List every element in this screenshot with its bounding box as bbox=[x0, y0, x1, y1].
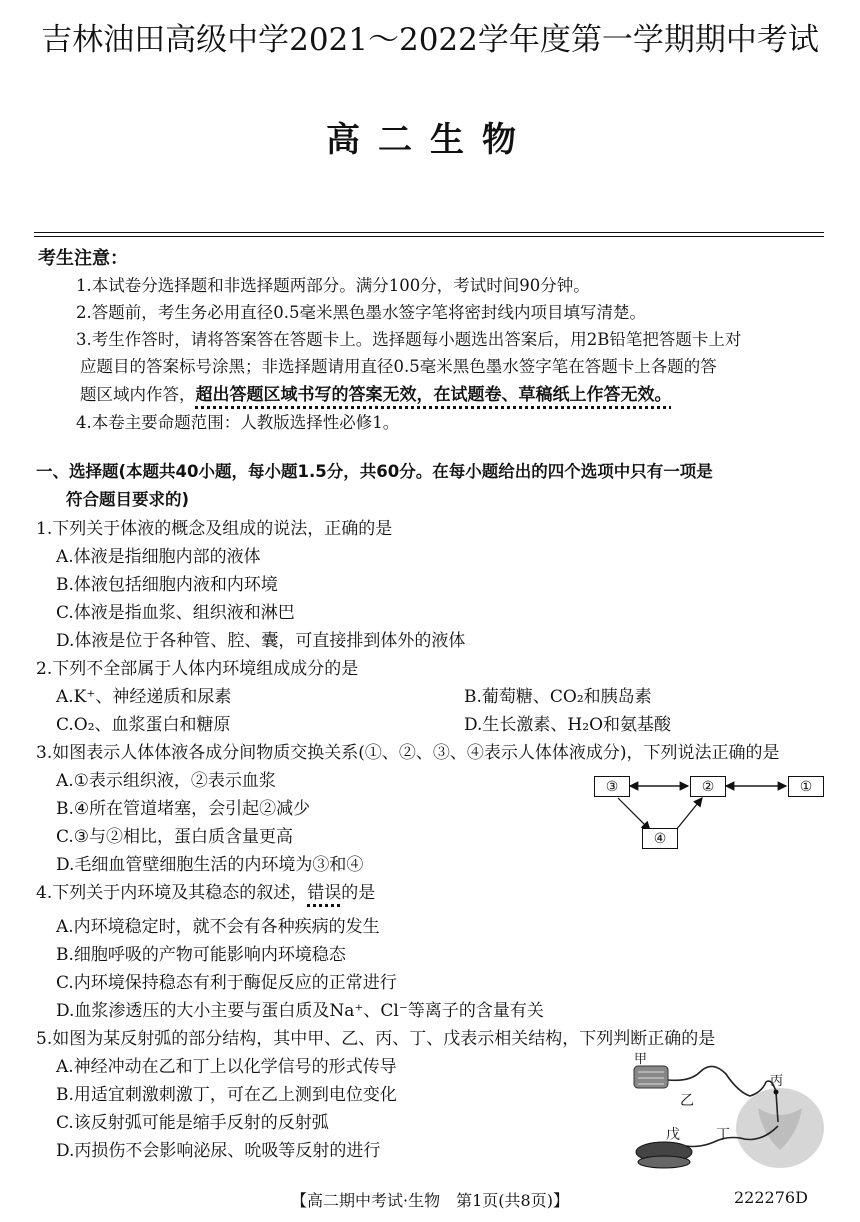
q2-option-a: A.K⁺、神经递质和尿素 bbox=[56, 687, 232, 707]
q4-option-c: C.内环境保持稳态有利于酶促反应的正常进行 bbox=[56, 973, 397, 993]
double-rule-top bbox=[34, 232, 824, 233]
node-1: ① bbox=[788, 776, 824, 797]
q5-option-c: C.该反射弧可能是缩手反射的反射弧 bbox=[56, 1113, 329, 1133]
exam-title: 吉林油田高级中学2021～2022学年度第一学期期中考试 bbox=[41, 22, 819, 58]
notice-item-3: 3.考生作答时，请将答案答在答题卡上。选择题每小题选出答案后，用2B铅笔把答题卡上对 bbox=[76, 330, 742, 349]
notice-item-4: 4.本卷主要命题范围：人教版选择性必修1。 bbox=[76, 413, 400, 432]
q4-stem-pre: 4.下列关于内环境及其稳态的叙述， bbox=[36, 883, 308, 903]
notice-item-3-end bbox=[80, 380, 672, 405]
q1-option-a: A.体液是指细胞内部的液体 bbox=[56, 547, 261, 567]
q4-option-b: B.细胞呼吸的产物可能影响内环境稳态 bbox=[56, 945, 346, 965]
notice-item-3-cont: 应题目的答案标号涂黑；非选择题请用直径0.5毫米黑色墨水签字笔在答题卡上各题的答 bbox=[80, 357, 717, 376]
q1-option-d: D.体液是位于各种管、腔、囊，可直接排到体外的液体 bbox=[56, 631, 466, 651]
label-yi: 乙 bbox=[680, 1093, 694, 1109]
q1-option-b: B.体液包括细胞内液和内环境 bbox=[56, 575, 278, 595]
subject-title: 高二生物 bbox=[326, 120, 534, 160]
label-bing: 丙 bbox=[770, 1074, 784, 1089]
q5-option-b: B.用适宜刺激刺激丁，可在乙上测到电位变化 bbox=[56, 1085, 397, 1105]
q3-option-c: C.③与②相比，蛋白质含量更高 bbox=[56, 827, 294, 847]
node-2: ② bbox=[690, 776, 726, 797]
q2-option-c: C.O₂、血浆蛋白和糖原 bbox=[56, 715, 231, 735]
q2-option-b: B.葡萄糖、CO₂和胰岛素 bbox=[464, 687, 652, 707]
label-wu: 戊 bbox=[666, 1127, 680, 1143]
double-rule-bottom bbox=[34, 236, 824, 237]
q5-stem: 5.如图为某反射弧的部分结构，其中甲、乙、丙、丁、戊表示相关结构，下列判断正确的是 bbox=[36, 1029, 716, 1049]
page-footer: 【高二期中考试·生物 第1页(共8页)】 bbox=[291, 1191, 569, 1210]
q3-stem: 3.如图表示人体体液各成分间物质交换关系(①、②、③、④表示人体体液成分)，下列说法正确的是 bbox=[36, 743, 780, 763]
q2-option-d: D.生长激素、H₂O和氨基酸 bbox=[464, 715, 672, 735]
q1-stem: 1.下列关于体液的概念及组成的说法，正确的是 bbox=[36, 519, 393, 539]
q4-stem-post: 的是 bbox=[341, 883, 376, 903]
section-line-2: 符合题目要求的) bbox=[66, 490, 190, 509]
q4-stem-emphasis: 错误 bbox=[307, 883, 342, 903]
label-jia: 甲 bbox=[634, 1052, 648, 1067]
q5-option-a: A.神经冲动在乙和丁上以化学信号的形式传导 bbox=[56, 1057, 397, 1077]
notice-item-3-plain: 题区域内作答， bbox=[80, 385, 196, 404]
q3-option-b: B.④所在管道堵塞，会引起②减少 bbox=[56, 799, 311, 819]
label-ding: 丁 bbox=[716, 1127, 730, 1143]
notice-item-2: 2.答题前，考生务必用直径0.5毫米黑色墨水签字笔将密封线内项目填写清楚。 bbox=[76, 303, 646, 322]
section-line-1: 一、选择题(本题共40小题，每小题1.5分，共60分。在每小题给出的四个选项中只有一项是 bbox=[36, 462, 713, 481]
notice-heading: 考生注意： bbox=[38, 248, 128, 269]
reflex-arc-drawing bbox=[630, 1052, 826, 1170]
q4-option-d: D.血浆渗透压的大小主要与蛋白质及Na⁺、Cl⁻等离子的含量有关 bbox=[56, 1001, 544, 1021]
q2-stem: 2.下列不全部属于人体内环境组成成分的是 bbox=[36, 659, 359, 679]
q4-option-a: A.内环境稳定时，就不会有各种疾病的发生 bbox=[56, 917, 380, 937]
q3-option-a: A.①表示组织液，②表示血浆 bbox=[56, 771, 276, 791]
node-4: ④ bbox=[642, 828, 678, 849]
body-fluid-diagram bbox=[590, 772, 826, 852]
section-heading bbox=[36, 458, 836, 514]
q4-stem bbox=[36, 878, 375, 903]
node-3: ③ bbox=[594, 776, 630, 797]
paper-code: 222276D bbox=[734, 1188, 808, 1207]
q3-option-d: D.毛细血管壁细胞生活的内环境为③和④ bbox=[56, 855, 364, 875]
q5-option-d: D.丙损伤不会影响泌尿、吮吸等反射的进行 bbox=[56, 1141, 381, 1161]
notice-item-1: 1.本试卷分选择题和非选择题两部分。满分100分，考试时间90分钟。 bbox=[76, 276, 590, 295]
notice-emphasis: 超出答题区域书写的答案无效，在试题卷、草稿纸上作答无效。 bbox=[195, 385, 672, 405]
reflex-arc-figure bbox=[630, 1052, 826, 1170]
q1-option-c: C.体液是指血浆、组织液和淋巴 bbox=[56, 603, 295, 623]
